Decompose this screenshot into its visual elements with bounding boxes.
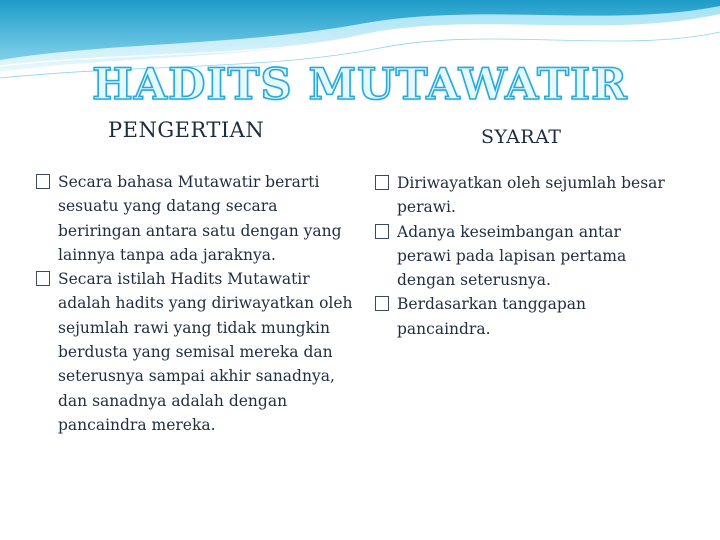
list-item <box>36 170 356 267</box>
bullet-box-icon <box>375 175 389 190</box>
syarat-column <box>375 118 675 341</box>
list-item <box>36 267 356 437</box>
pengertian-column <box>36 118 356 437</box>
bullet-box-icon <box>36 271 50 286</box>
bullet-box-icon <box>36 174 50 189</box>
syarat-heading: SYARAT <box>481 126 562 148</box>
list-item <box>375 292 675 341</box>
pengertian-heading: PENGERTIAN <box>108 118 265 142</box>
list-item <box>375 171 675 220</box>
list-item-text: Secara istilah Hadits Mutawatir adalah hadits yang diriwayatkan oleh sejumlah rawi yang tidak mungkin berdusta yang semisal mereka dan seterusnya sampai akhir sanadnya, dan sanadnya adalah dengan pancaindra mereka. <box>58 270 353 434</box>
list-item-text: Adanya keseimbangan antar perawi pada lapisan pertama dengan seterusnya. <box>397 222 627 290</box>
pengertian-list <box>36 170 356 437</box>
list-item <box>375 220 675 293</box>
page-title: HADITS MUTAWATIR <box>92 60 628 110</box>
syarat-list <box>375 171 675 341</box>
bullet-box-icon <box>375 224 389 239</box>
list-item-text: Berdasarkan tanggapan pancaindra. <box>397 295 586 338</box>
list-item-text: Secara bahasa Mutawatir berarti sesuatu yang datang secara beriringan antara satu dengan yang lainnya tanpa ada jaraknya. <box>58 173 342 264</box>
bullet-box-icon <box>375 296 389 311</box>
list-item-text: Diriwayatkan oleh sejumlah besar perawi. <box>397 174 665 217</box>
